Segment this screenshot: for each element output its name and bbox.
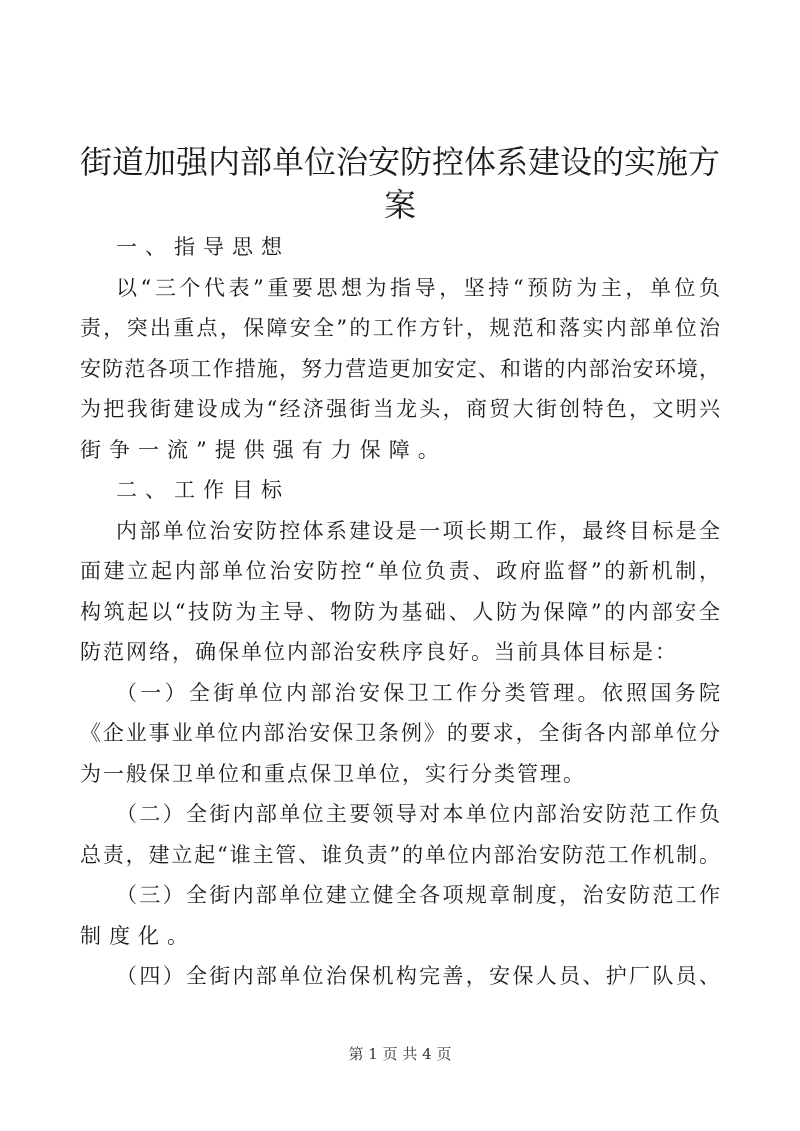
- paragraph-line: 构筑起以“技防为主导、物防为基础、人防为保障”的内部安全: [80, 599, 720, 624]
- document-body: [80, 227, 720, 997]
- paragraph-line: 制度化。: [80, 923, 196, 948]
- section-heading: 一、指导思想: [116, 235, 290, 259]
- document-title: [70, 141, 730, 227]
- paragraph-line: （四）全街内部单位治保机构完善，安保人员、护厂队员、: [116, 964, 720, 988]
- section-heading: 二、工作目标: [116, 478, 290, 502]
- paragraph-line: 《企业事业单位内部治安保卫条例》的要求，全街各内部单位分: [80, 721, 720, 745]
- paragraph-line: （二）全街内部单位主要领导对本单位内部治安防范工作负: [116, 802, 720, 826]
- paragraph-line: 街争一流”提供强有力保障。: [80, 437, 447, 462]
- paragraph-line: 为一般保卫单位和重点保卫单位，实行分类管理。: [80, 761, 586, 786]
- paragraph-line: 责，突出重点，保障安全”的工作方针，规范和落实内部单位治: [80, 316, 720, 340]
- title-line: 街道加强内部单位治安防控体系建设的实施方: [79, 143, 720, 181]
- paragraph-line: 为把我街建设成为“经济强街当龙头，商贸大街创特色，文明兴: [80, 397, 720, 421]
- paragraph-line: 面建立起内部单位治安防控“单位负责、政府监督”的新机制，: [80, 559, 720, 583]
- paragraph-line: 总责，建立起“谁主管、谁负责”的单位内部治安防范工作机制。: [80, 842, 720, 867]
- paragraph-line: 内部单位治安防控体系建设是一项长期工作，最终目标是全: [116, 518, 720, 543]
- paragraph-line: 防范网络，确保单位内部治安秩序良好。当前具体目标是：: [80, 640, 678, 664]
- paragraph-line: 以“三个代表”重要思想为指导，坚持“预防为主，单位负: [116, 275, 720, 300]
- page-footer: 第 1 页 共 4 页: [348, 1045, 452, 1063]
- paragraph-line: （三）全街内部单位建立健全各项规章制度，治安防范工作: [116, 883, 720, 907]
- paragraph-line: （一）全街单位内部治安保卫工作分类管理。依照国务院: [116, 680, 720, 705]
- title-line: 案: [383, 186, 416, 224]
- paragraph-line: 安防范各项工作措施，努力营造更加安定、和谐的内部治安环境，: [80, 356, 720, 381]
